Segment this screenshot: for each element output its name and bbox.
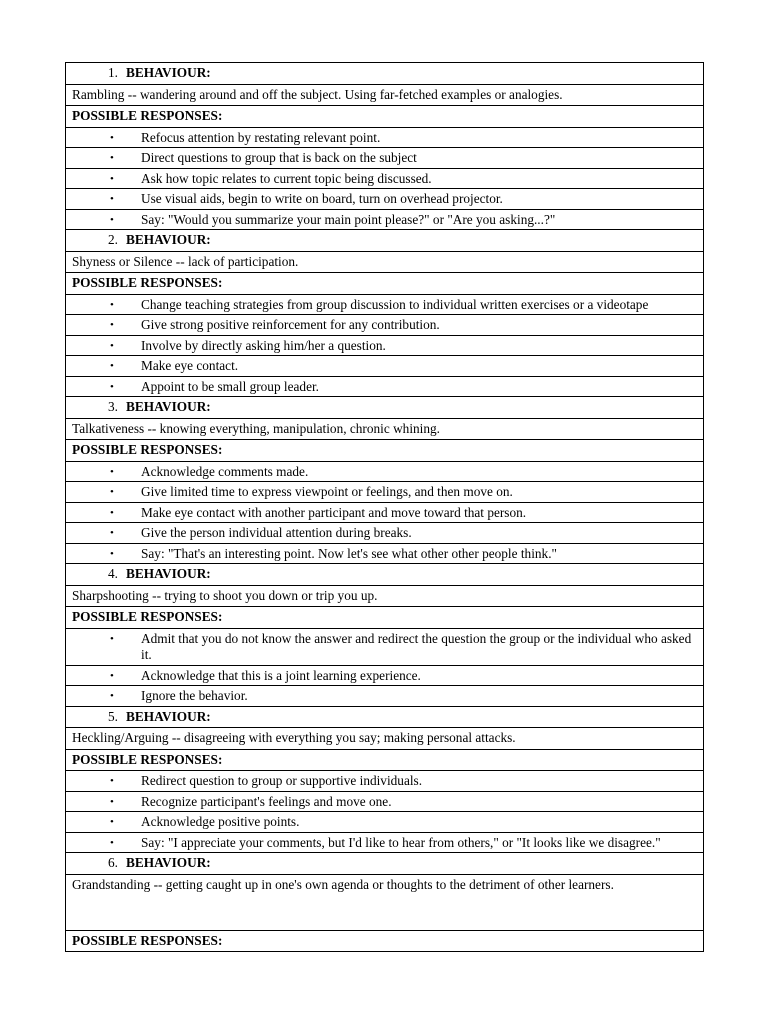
section-number: 2. <box>108 232 118 247</box>
section-number: 6. <box>108 855 118 870</box>
response-text: Acknowledge comments made. <box>141 463 309 479</box>
response-list-item <box>66 356 704 377</box>
behaviour-heading-row-cell <box>66 706 704 728</box>
behaviour-description: Heckling/Arguing -- disagreeing with everything you say; making personal attacks. <box>72 730 516 745</box>
bullet-icon: • <box>110 690 114 702</box>
possible-responses-label: POSSIBLE RESPONSES: <box>72 751 223 767</box>
behaviour-table-body <box>66 63 704 952</box>
bullet-icon: • <box>110 506 114 519</box>
bullet-icon: • <box>110 380 114 393</box>
response-text: Change teaching strategies from group discussion to individual written exercises or a videotape <box>141 296 649 312</box>
response-list-item-cell <box>66 127 704 148</box>
response-list-item <box>66 461 704 482</box>
behaviour-description: Grandstanding -- getting caught up in one's own agenda or thoughts to the detriment of other learners. <box>72 876 614 892</box>
behaviour-document <box>65 62 704 952</box>
bullet-icon: • <box>110 193 114 205</box>
response-list-item-cell <box>66 461 704 482</box>
response-item <box>110 794 697 811</box>
response-list-item <box>66 335 704 356</box>
response-text: Appoint to be small group leader. <box>141 378 319 394</box>
behaviour-description-row <box>66 874 704 930</box>
possible-responses-row-cell <box>66 930 704 952</box>
response-item <box>110 505 697 522</box>
behaviour-description-row-cell <box>66 84 704 106</box>
response-list-item-cell <box>66 482 704 503</box>
response-list-item <box>66 812 704 833</box>
response-list-item <box>66 127 704 148</box>
bullet-icon: • <box>110 836 114 849</box>
possible-responses-row-cell <box>66 749 704 771</box>
response-text: Make eye contact with another participant and move toward that person. <box>141 504 527 520</box>
possible-responses-row-cell <box>66 273 704 295</box>
behaviour-description-row-cell <box>66 728 704 750</box>
bullet-icon: • <box>110 775 114 787</box>
behaviour-description-row-cell <box>66 874 704 930</box>
response-list-item-cell <box>66 294 704 315</box>
response-list-item-cell <box>66 376 704 397</box>
response-list-item <box>66 628 704 665</box>
behaviour-description-row <box>66 418 704 440</box>
behaviour-description: Talkativeness -- knowing everything, manipulation, chronic whining. <box>72 420 440 436</box>
behaviour-description-row <box>66 585 704 607</box>
response-item <box>110 814 697 831</box>
section-number: 3. <box>108 399 118 414</box>
bullet-icon: • <box>110 547 114 560</box>
response-text: Say: "Would you summarize your main point please?" or "Are you asking...?" <box>141 211 556 227</box>
response-list-item-cell <box>66 148 704 169</box>
response-list-item-cell <box>66 628 704 665</box>
bullet-icon: • <box>110 172 114 185</box>
possible-responses-label: POSSIBLE RESPONSES: <box>72 932 223 948</box>
behaviour-heading: BEHAVIOUR: <box>126 566 211 581</box>
response-text: Redirect question to group or supportive individuals. <box>141 773 423 788</box>
response-list-item <box>66 189 704 210</box>
response-list-item-cell <box>66 771 704 792</box>
response-text: Recognize participant's feelings and move one. <box>141 793 392 809</box>
bullet-icon: • <box>110 486 114 498</box>
response-item <box>110 484 697 501</box>
bullet-icon: • <box>110 360 114 372</box>
possible-responses-row-cell <box>66 440 704 462</box>
response-list-item-cell <box>66 832 704 853</box>
behaviour-description: Shyness or Silence -- lack of participation. <box>72 253 299 269</box>
behaviour-heading-row <box>66 230 704 252</box>
behaviour-heading: BEHAVIOUR: <box>126 708 211 724</box>
response-item <box>110 773 697 790</box>
response-text: Direct questions to group that is back on the subject <box>141 150 417 165</box>
response-item <box>110 130 697 147</box>
response-list-item-cell <box>66 502 704 523</box>
response-list-item-cell <box>66 523 704 544</box>
response-item <box>110 379 697 396</box>
response-item <box>110 668 697 685</box>
behaviour-heading: BEHAVIOUR: <box>126 65 211 80</box>
response-list-item <box>66 294 704 315</box>
behaviour-heading-row <box>66 397 704 419</box>
bullet-icon: • <box>110 527 114 539</box>
response-text: Say: "That's an interesting point. Now let's see what other other people think." <box>141 545 557 561</box>
bullet-icon: • <box>110 669 114 682</box>
possible-responses-row <box>66 273 704 295</box>
response-list-item-cell <box>66 791 704 812</box>
response-text: Make eye contact. <box>141 358 239 373</box>
bullet-icon: • <box>110 632 114 645</box>
possible-responses-row <box>66 440 704 462</box>
response-list-item-cell <box>66 665 704 686</box>
response-list-item-cell <box>66 335 704 356</box>
possible-responses-row <box>66 749 704 771</box>
response-item <box>110 150 697 167</box>
response-text: Ignore the behavior. <box>141 688 248 703</box>
response-text: Involve by directly asking him/her a question. <box>141 337 386 353</box>
bullet-icon: • <box>110 339 114 352</box>
behaviour-description-row <box>66 251 704 273</box>
bullet-icon: • <box>110 795 114 808</box>
behaviour-table <box>65 62 704 952</box>
response-list-item-cell <box>66 356 704 377</box>
response-list-item <box>66 791 704 812</box>
behaviour-description-row-cell <box>66 251 704 273</box>
bullet-icon: • <box>110 298 114 311</box>
behaviour-heading-row-cell <box>66 63 704 85</box>
bullet-icon: • <box>110 319 114 331</box>
bullet-icon: • <box>110 465 114 478</box>
response-list-item <box>66 686 704 707</box>
response-item <box>110 688 697 705</box>
response-item <box>110 835 697 852</box>
response-list-item <box>66 771 704 792</box>
possible-responses-row <box>66 106 704 128</box>
response-text: Give strong positive reinforcement for any contribution. <box>141 317 440 332</box>
response-text: Ask how topic relates to current topic being discussed. <box>141 170 432 186</box>
behaviour-description: Sharpshooting -- trying to shoot you down or trip you up. <box>72 587 378 603</box>
possible-responses-row-cell <box>66 607 704 629</box>
response-text: Give limited time to express viewpoint or feelings, and then move on. <box>141 484 513 499</box>
possible-responses-label: POSSIBLE RESPONSES: <box>72 108 223 123</box>
possible-responses-row-cell <box>66 106 704 128</box>
response-item <box>110 525 697 542</box>
bullet-icon: • <box>110 816 114 828</box>
response-list-item-cell <box>66 315 704 336</box>
response-list-item <box>66 665 704 686</box>
possible-responses-row <box>66 607 704 629</box>
behaviour-heading-row <box>66 564 704 586</box>
response-list-item-cell <box>66 189 704 210</box>
behaviour-heading-row <box>66 853 704 875</box>
response-list-item <box>66 502 704 523</box>
response-list-item <box>66 148 704 169</box>
response-text: Refocus attention by restating relevant point. <box>141 129 381 145</box>
behaviour-description-row-cell <box>66 585 704 607</box>
response-item <box>110 464 697 481</box>
behaviour-heading: BEHAVIOUR: <box>126 855 211 870</box>
behaviour-description-row <box>66 728 704 750</box>
response-list-item <box>66 209 704 230</box>
response-list-item <box>66 832 704 853</box>
behaviour-heading: BEHAVIOUR: <box>126 232 211 247</box>
response-item <box>110 191 697 208</box>
response-list-item-cell <box>66 543 704 564</box>
response-item <box>110 546 697 563</box>
behaviour-description-row <box>66 84 704 106</box>
behaviour-heading-row <box>66 63 704 85</box>
bullet-icon: • <box>110 213 114 226</box>
response-list-item <box>66 543 704 564</box>
behaviour-heading-row <box>66 706 704 728</box>
response-list-item <box>66 376 704 397</box>
response-text: Give the person individual attention during breaks. <box>141 525 412 540</box>
behaviour-heading: BEHAVIOUR: <box>126 399 211 414</box>
behaviour-heading-row-cell <box>66 230 704 252</box>
response-item <box>110 631 697 664</box>
behaviour-heading-row-cell <box>66 853 704 875</box>
response-text: Acknowledge that this is a joint learning experience. <box>141 667 421 683</box>
response-list-item <box>66 523 704 544</box>
behaviour-heading-row-cell <box>66 564 704 586</box>
section-number: 1. <box>108 65 118 80</box>
response-text: Acknowledge positive points. <box>141 814 300 829</box>
response-item <box>110 317 697 334</box>
response-list-item-cell <box>66 209 704 230</box>
response-list-item <box>66 168 704 189</box>
bullet-icon: • <box>110 131 114 144</box>
behaviour-description-row-cell <box>66 418 704 440</box>
response-text: Say: "I appreciate your comments, but I'd like to hear from others," or "It looks like we disagree." <box>141 834 661 850</box>
response-list-item-cell <box>66 812 704 833</box>
bullet-icon: • <box>110 152 114 164</box>
response-text: Admit that you do not know the answer and redirect the question the group or the individual who asked it. <box>141 630 692 662</box>
response-text: Use visual aids, begin to write on board, turn on overhead projector. <box>141 191 503 206</box>
possible-responses-label: POSSIBLE RESPONSES: <box>72 442 223 457</box>
response-list-item-cell <box>66 168 704 189</box>
section-number: 4. <box>108 566 118 581</box>
response-item <box>110 297 697 314</box>
response-list-item-cell <box>66 686 704 707</box>
response-list-item <box>66 482 704 503</box>
response-item <box>110 212 697 229</box>
possible-responses-row <box>66 930 704 952</box>
behaviour-description: Rambling -- wandering around and off the subject. Using far-fetched examples or analogies. <box>72 86 563 102</box>
possible-responses-label: POSSIBLE RESPONSES: <box>72 275 223 290</box>
response-item <box>110 338 697 355</box>
response-item <box>110 171 697 188</box>
section-number: 5. <box>108 708 118 724</box>
behaviour-heading-row-cell <box>66 397 704 419</box>
response-list-item <box>66 315 704 336</box>
possible-responses-label: POSSIBLE RESPONSES: <box>72 609 223 624</box>
response-item <box>110 358 697 375</box>
